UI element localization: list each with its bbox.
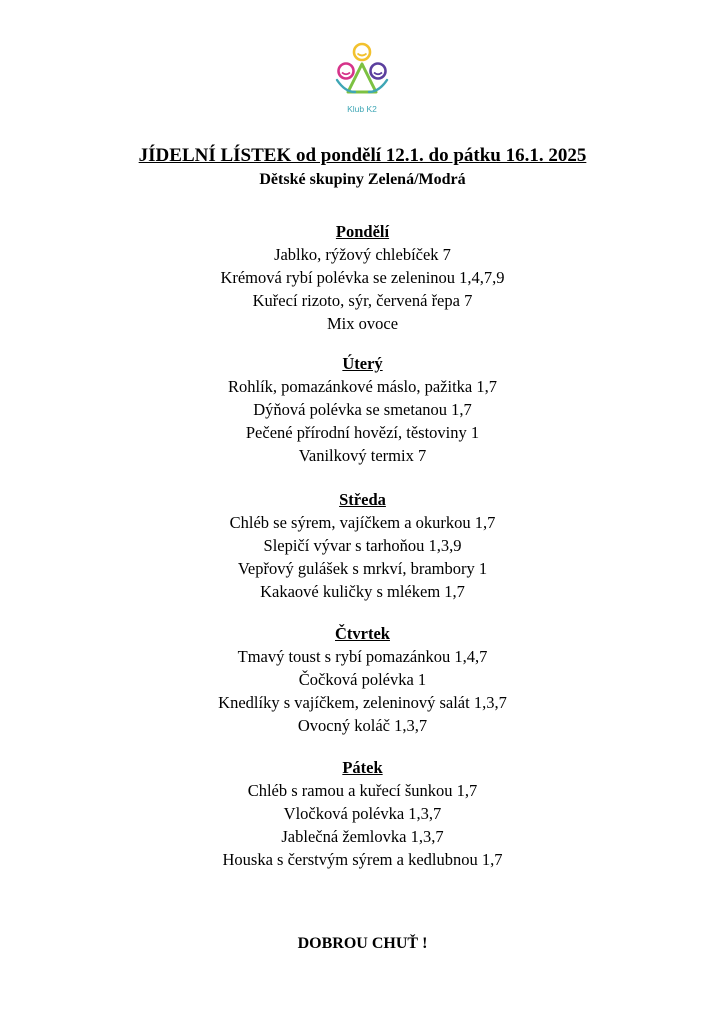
page-title: JÍDELNÍ LÍSTEK od pondělí 12.1. do pátku 16.1. 2025: [138, 145, 587, 166]
day-section-friday: [0, 756, 725, 871]
day-name: Čtvrtek: [335, 624, 390, 643]
day-section-tuesday: [0, 352, 725, 467]
day-name: Středa: [339, 490, 386, 509]
closing-text: DOBROU CHUŤ !: [297, 935, 428, 952]
meal-item: Pečené přírodní hovězí, těstoviny 1: [245, 423, 480, 442]
meal-item: Kuřecí rizoto, sýr, červená řepa 7: [252, 291, 473, 310]
day-name: Pondělí: [335, 222, 390, 241]
meal-item: Čočková polévka 1: [298, 670, 427, 689]
meal-item: Vločková polévka 1,3,7: [283, 804, 442, 823]
meal-item: Chléb s ramou a kuřecí šunkou 1,7: [247, 781, 478, 800]
meal-item: Ovocný koláč 1,3,7: [297, 716, 428, 735]
day-section-thursday: [0, 622, 725, 737]
meal-item: Vanilkový termix 7: [298, 446, 427, 465]
meal-item: Chléb se sýrem, vajíčkem a okurkou 1,7: [229, 513, 496, 532]
meal-item: Jablko, rýžový chlebíček 7: [274, 245, 451, 264]
day-name: Pátek: [342, 758, 383, 777]
klub-k2-logo: [331, 40, 393, 120]
logo-figures-icon: [331, 40, 393, 104]
meal-item: Mix ovoce: [326, 314, 399, 333]
logo-text: Klub K2: [347, 104, 377, 114]
meal-item: Tmavý toust s rybí pomazánkou 1,4,7: [237, 647, 488, 666]
day-name: Úterý: [342, 354, 383, 373]
day-section-monday: [0, 220, 725, 335]
meal-item: Krémová rybí polévka se zeleninou 1,4,7,9: [220, 268, 505, 287]
meal-item: Dýňová polévka se smetanou 1,7: [253, 400, 472, 419]
day-section-wednesday: [0, 488, 725, 603]
meal-item: Knedlíky s vajíčkem, zeleninový salát 1,3,7: [218, 693, 507, 712]
meal-item: Slepičí vývar s tarhoňou 1,3,9: [263, 536, 462, 555]
meal-item: Kakaové kuličky s mlékem 1,7: [260, 582, 465, 601]
meal-item: Houska s čerstvým sýrem a kedlubnou 1,7: [222, 850, 503, 869]
page-subtitle: Dětské skupiny Zelená/Modrá: [259, 171, 466, 188]
meal-item: Jablečná žemlovka 1,3,7: [281, 827, 444, 846]
meal-item: Vepřový gulášek s mrkví, brambory 1: [237, 559, 488, 578]
meal-item: Rohlík, pomazánkové máslo, pažitka 1,7: [228, 377, 497, 396]
